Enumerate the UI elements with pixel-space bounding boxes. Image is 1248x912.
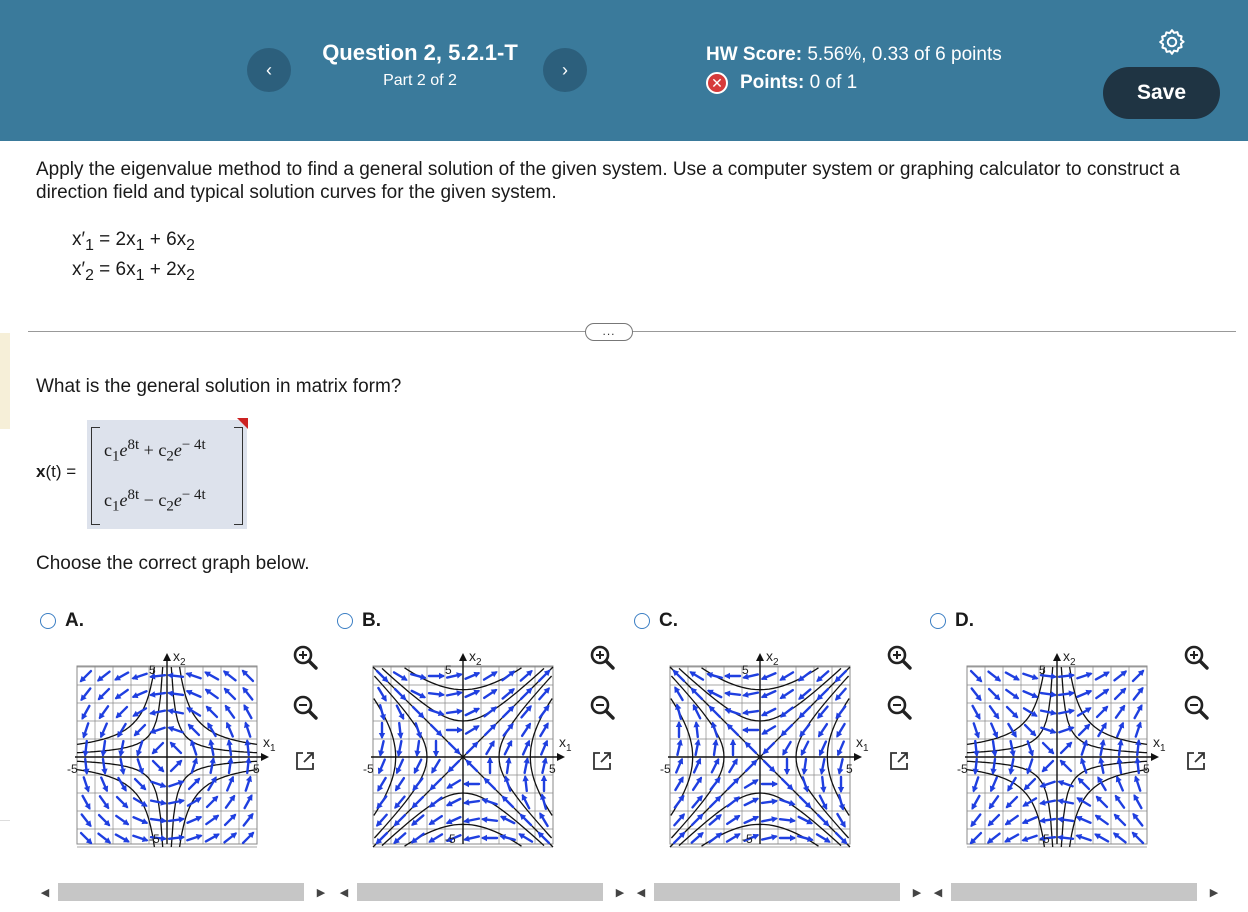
left-divider xyxy=(0,820,10,821)
scroll-right-icon[interactable]: ▶ xyxy=(912,886,922,899)
zoom-out-icon[interactable] xyxy=(1181,693,1211,723)
open-external-icon[interactable] xyxy=(1181,746,1211,776)
open-external-icon[interactable] xyxy=(884,746,914,776)
graph-c xyxy=(660,645,869,846)
matrix-row-2: $c_1e^{8t} - c_2e^{- 4t}$ xyxy=(104,487,206,515)
x-axis-arrowhead xyxy=(1151,753,1159,761)
y-axis-label: $x_2$ xyxy=(469,648,482,668)
hw-score-value: 5.56%, 0.33 of 6 points xyxy=(807,44,1002,65)
y-min-label: -5 xyxy=(1039,832,1050,846)
points-value: 0 of 1 xyxy=(809,72,858,93)
graph-d xyxy=(957,645,1166,846)
x-max-label: 5 xyxy=(1143,762,1150,776)
scroll-left-icon[interactable]: ◀ xyxy=(339,886,349,899)
x-min-label: -5 xyxy=(67,762,78,776)
gear-icon[interactable] xyxy=(1157,27,1187,57)
option-a[interactable] xyxy=(40,610,84,632)
scroll-right-icon[interactable]: ▶ xyxy=(615,886,625,899)
scroll-thumb[interactable] xyxy=(58,883,304,901)
scroll-right-icon[interactable]: ▶ xyxy=(1209,886,1219,899)
graph-c-scrollbar[interactable] xyxy=(634,881,924,903)
expand-button[interactable]: ... xyxy=(585,323,633,341)
save-button[interactable]: Save xyxy=(1103,67,1220,119)
y-max-label: 5 xyxy=(742,663,749,677)
equation-1: $x'_1 = 2x_1 + 6x_2$ xyxy=(72,229,195,254)
x-max-label: 5 xyxy=(549,762,556,776)
x-axis-label: $x_1$ xyxy=(856,734,869,754)
scroll-thumb[interactable] xyxy=(654,883,900,901)
zoom-out-icon[interactable] xyxy=(290,693,320,723)
scroll-left-icon[interactable]: ◀ xyxy=(40,886,50,899)
y-axis-arrowhead xyxy=(459,653,467,661)
graph-a xyxy=(67,645,276,846)
y-axis-arrowhead xyxy=(756,653,764,661)
prev-question-button[interactable] xyxy=(247,48,291,92)
points-label: Points: xyxy=(740,72,805,93)
y-min-label: -5 xyxy=(149,832,160,846)
x-max-label: 5 xyxy=(846,762,853,776)
zoom-out-icon[interactable] xyxy=(587,693,617,723)
zoom-in-icon[interactable] xyxy=(1181,643,1211,673)
y-axis-arrowhead xyxy=(1053,653,1061,661)
next-question-button[interactable] xyxy=(543,48,587,92)
hw-score xyxy=(706,44,1002,66)
y-axis-label: $x_2$ xyxy=(1063,648,1076,668)
zoom-out-icon[interactable] xyxy=(884,693,914,723)
x-axis-arrowhead xyxy=(854,753,862,761)
y-min-label: -5 xyxy=(445,832,456,846)
graph-b xyxy=(363,645,572,846)
choose-text: Choose the correct graph below. xyxy=(36,553,310,574)
option-letter: C. xyxy=(659,610,678,631)
x-axis-label: $x_1$ xyxy=(1153,734,1166,754)
scroll-left-icon[interactable]: ◀ xyxy=(933,886,943,899)
matrix-right-bracket xyxy=(234,427,243,525)
matrix-row-1: $c_1e^{8t} + c_2e^{- 4t}$ xyxy=(104,437,206,465)
open-external-icon[interactable] xyxy=(587,746,617,776)
radio-button[interactable] xyxy=(634,613,650,629)
option-letter: B. xyxy=(362,610,381,631)
y-min-label: -5 xyxy=(742,832,753,846)
x-min-label: -5 xyxy=(660,762,671,776)
zoom-in-icon[interactable] xyxy=(884,643,914,673)
header-bar xyxy=(0,0,1248,141)
option-letter: A. xyxy=(65,610,84,631)
radio-button[interactable] xyxy=(337,613,353,629)
radio-button[interactable] xyxy=(930,613,946,629)
y-max-label: 5 xyxy=(149,663,156,677)
hw-score-label: HW Score: xyxy=(706,44,803,65)
x-axis-arrowhead xyxy=(557,753,565,761)
zoom-in-icon[interactable] xyxy=(587,643,617,673)
incorrect-icon: ✕ xyxy=(706,72,728,94)
question-part: Part 2 of 2 xyxy=(383,72,457,89)
matrix-left-bracket xyxy=(91,427,100,525)
scroll-right-icon[interactable]: ▶ xyxy=(316,886,326,899)
x-axis-label: $x_1$ xyxy=(559,734,572,754)
y-axis-arrowhead xyxy=(163,653,171,661)
scroll-left-icon[interactable]: ◀ xyxy=(636,886,646,899)
option-letter: D. xyxy=(955,610,974,631)
option-c[interactable] xyxy=(634,610,678,632)
chevron-right-icon: › xyxy=(562,59,568,80)
y-max-label: 5 xyxy=(445,663,452,677)
x-axis-arrowhead xyxy=(261,753,269,761)
x-max-label: 5 xyxy=(253,762,260,776)
question-title: Question 2, 5.2.1-T xyxy=(322,40,518,65)
x-min-label: -5 xyxy=(957,762,968,776)
answer-label: x(t) = xyxy=(36,462,77,481)
option-d[interactable] xyxy=(930,610,974,632)
scroll-thumb[interactable] xyxy=(951,883,1197,901)
question-text: What is the general solution in matrix form? xyxy=(36,376,402,397)
graph-b-scrollbar[interactable] xyxy=(337,881,627,903)
option-b[interactable] xyxy=(337,610,381,632)
y-axis-label: $x_2$ xyxy=(173,648,186,668)
scroll-thumb[interactable] xyxy=(357,883,603,901)
zoom-in-icon[interactable] xyxy=(290,643,320,673)
x-min-label: -5 xyxy=(363,762,374,776)
chevron-left-icon: ‹ xyxy=(266,59,272,80)
equation-2: $x'_2 = 6x_1 + 2x_2$ xyxy=(72,259,195,284)
y-axis-label: $x_2$ xyxy=(766,648,779,668)
y-max-label: 5 xyxy=(1039,663,1046,677)
radio-button[interactable] xyxy=(40,613,56,629)
problem-prompt: Apply the eigenvalue method to find a general solution of the given system. Use a computer system or graphing calculator to construct a direction field and typical solution curves for the given system. xyxy=(36,159,1180,203)
graph-d-scrollbar[interactable] xyxy=(931,881,1221,903)
left-accent-bar xyxy=(0,333,10,429)
x-axis-label: $x_1$ xyxy=(263,734,276,754)
graph-a-scrollbar[interactable] xyxy=(38,881,328,903)
open-external-icon[interactable] xyxy=(290,746,320,776)
points-status xyxy=(706,72,857,94)
